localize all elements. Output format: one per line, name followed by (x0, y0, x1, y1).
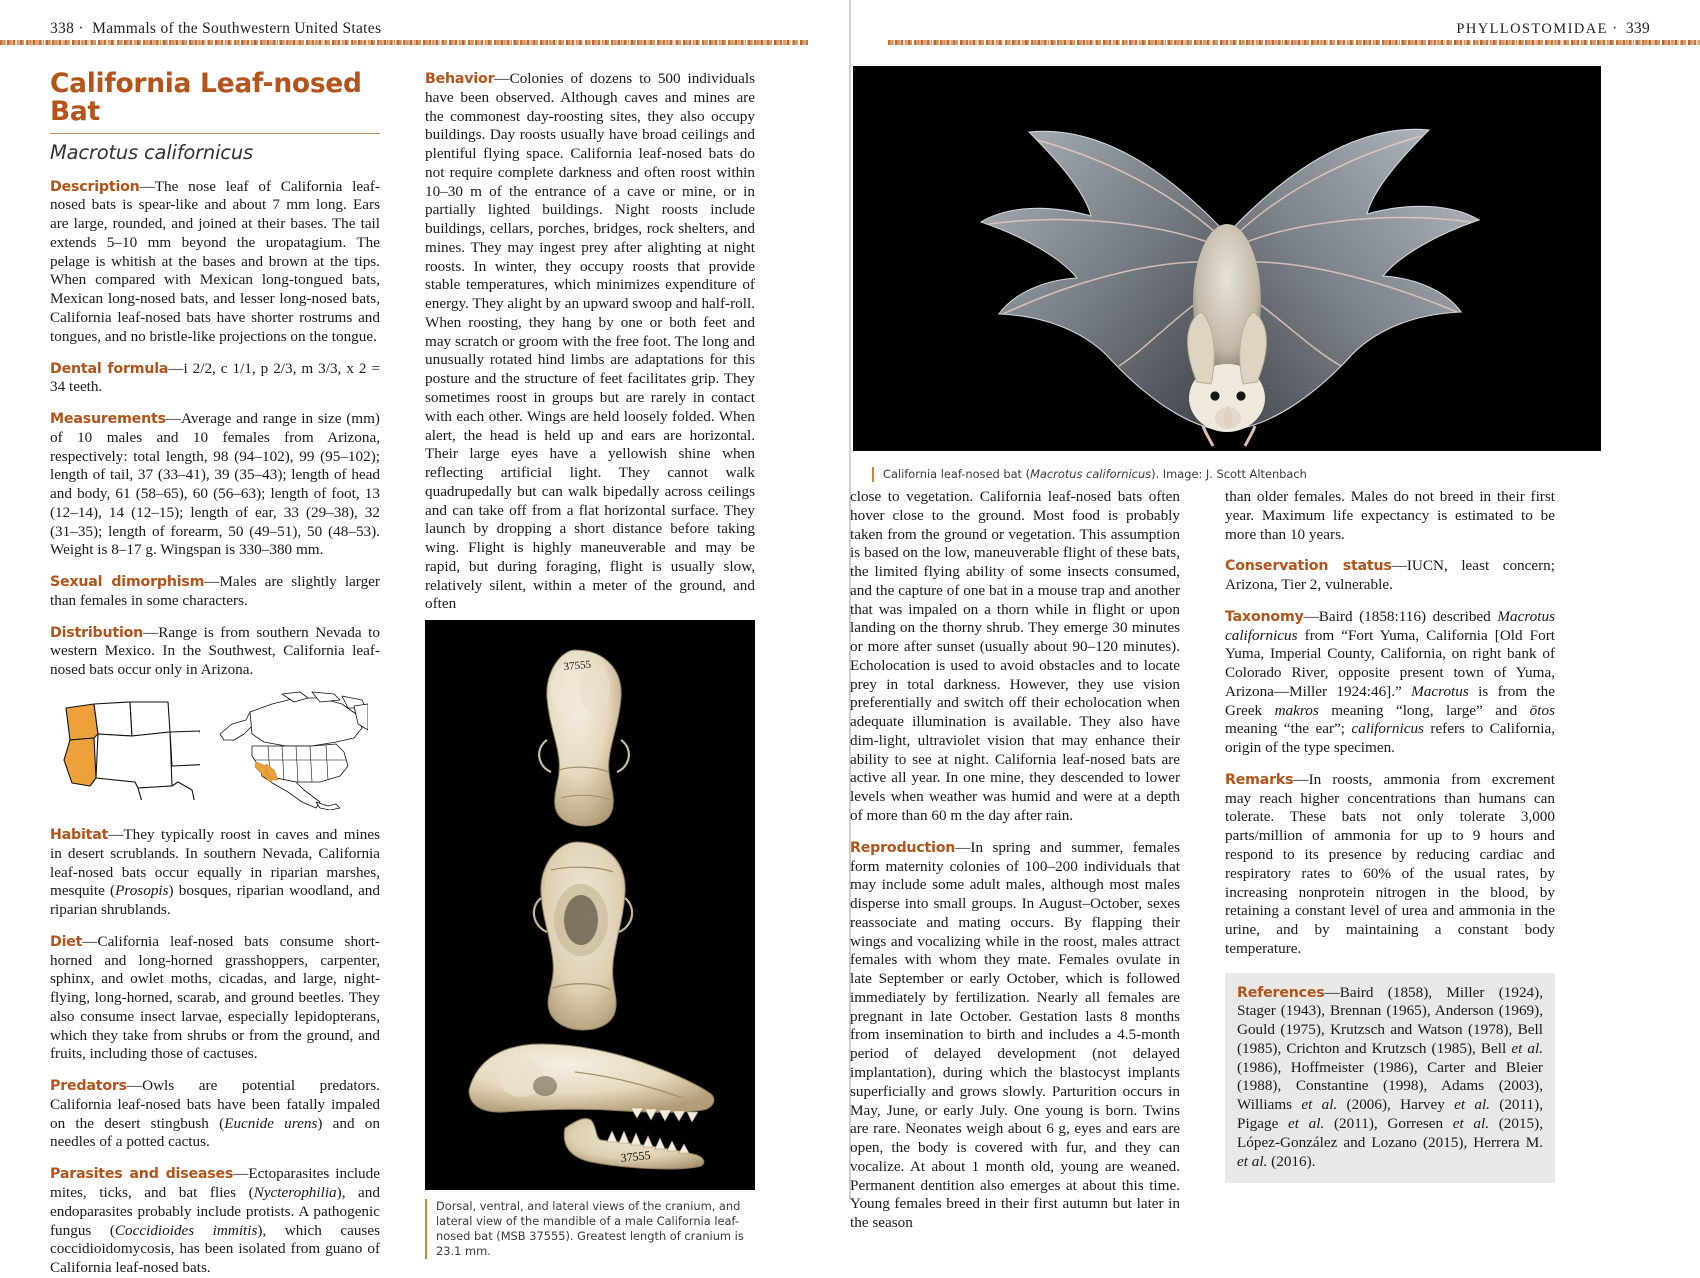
body-paragraph (1225, 488, 1555, 544)
section-text: —In roosts, ammonia from excrement may reach higher concentrations than humans can tolerate. These bats not only tolerate 3,000 parts/million of ammonia for up to 9 hours and respond to its presence by reducing cardiac and respiratory rates to 60% of the usual rates, by increasing nonprotein nitrogen in the blood, by retaining a constant level of urea and ammonia in the urine, and by maintaining a constant body temperature. (1225, 770, 1555, 957)
body-paragraph (50, 624, 380, 680)
right-running-head (1456, 20, 1650, 38)
bat-photo-caption (872, 467, 1603, 482)
bat-caption-pre: California leaf-nosed bat ( (883, 467, 1031, 481)
section-text: —Colonies of dozens to 500 individuals have been observed. Although caves and mines are the commonest day-roosting sites, they also occupy buildings. Day roosts usually have broad ceilings and plentiful flying space. California leaf-nosed bats do not require complete darkness and often roost within 10–30 m of the entrance of a cave or mine, or in partially lighted buildings. Night roosts include buildings, cellars, porches, bridges, rock shelters, and mines. They may ingest prey after alighting at night roosts. In winter, they occupy roosts that provide stable temperatures, which minimizes expenditure of energy. They alight by an upward swoop and half-roll. When roosting, they hang by one or both feet and may scratch or groom with the free foot. The long and unusually rotated hind limbs are adaptations for this posture and the structure of feet facilitates grip. They sometimes roost in groups but are rarely in contact with each other. Wings are held loosely folded. When alert, the head is held up and ears are horizontal. Their large eyes have a yellowish shine when reflecting artificial light. They cannot walk quadrupedally but can walk bipedally across ceilings and can take off from a flat horizontal surface. They launch by dropping a short distance before taking wing. Flight is highly maneuverable and may be rapid, but during foraging, flight is usually slow, relatively silent, within a meter of the ground, and often (425, 70, 755, 613)
right-col1-sections (850, 488, 1180, 1233)
body-paragraph (50, 573, 380, 611)
bat-photo-graphic (853, 66, 1601, 451)
bat-caption-species: Macrotus californicus (1030, 467, 1152, 481)
right-folio: 339 (1625, 20, 1650, 37)
section-text: —In spring and summer, females form maternity colonies of 100–200 individuals that may include some adult males, although most males disperse into small groups. In August–October, sexes reassociate and mating occurs. By flapping their wings and vocalizing while in the roost, males attract females with whom they mate. Females ovulate in late September or early October, which is followed immediately by fertilization. Nearly all females are pregnant in late October. Gestation lasts 8 months from insemination to birth and includes a 4.5-month period of delayed development (not delayed implantation), during which the blastocyst implants superficially and grows slowly. Parturition occurs in May, June, or early July. One young is born. Twins are rare. Neonates weigh about 6 g, eyes and ears are open, the body is covered with fur, and they can vocalize. At about 1 month old, young are weaned. Permanent dentition also emerges at about this time. Young females breed in their first autumn but later in the season (850, 838, 1180, 1232)
section-lead: Parasites and diseases (50, 1166, 234, 1183)
section-lead: Description (50, 178, 140, 195)
body-paragraph (850, 488, 1180, 826)
body-paragraph (50, 178, 380, 347)
left-running-head-text: Mammals of the Southwestern United States (92, 20, 382, 37)
distribution-maps (50, 690, 380, 810)
section-lead: Dental formula (50, 360, 169, 377)
right-column-2 (1225, 488, 1555, 1233)
references-paragraph (1237, 984, 1543, 1172)
section-lead: Remarks (1225, 771, 1294, 788)
section-text: —IUCN, least concern; Arizona, Tier 2, vulnerable. (1225, 557, 1555, 594)
section-lead: Predators (50, 1078, 127, 1095)
section-lead: Sexual dimorphism (50, 574, 205, 591)
section-text: —Owls are potential predators. California leaf-nosed bats have been fatally impaled on the desert stingbush (Eucnide urens) and on needles of a potted cactus. (50, 1077, 380, 1151)
body-paragraph (50, 410, 380, 560)
left-running-head (50, 20, 381, 38)
body-paragraph (50, 360, 380, 398)
left-col2-sections (425, 70, 755, 614)
right-column-1 (850, 488, 1180, 1233)
section-text: —Males are slightly larger than females in some characters. (50, 573, 380, 609)
bat-photo (853, 66, 1601, 451)
left-head-separator: · (78, 20, 84, 37)
body-paragraph (1225, 771, 1555, 959)
references-text: —Baird (1858), Miller (1924), Stager (1943), Brennan (1965), Anderson (1969), Gould (1975), Krutzsch and Watson (1978), Bell (1985), Crichton and Krutzsch (1985), Bell et al. (1986), Hoffmeister (1986), Carter and Bleier (1988), Constantine (1998), Adams (2003), Williams et al. (2006), Harvey et al. (2011), Pigage et al. (2011), Gorresen et al. (2015), López-González and Lozano (2015), Herrera M. et al. (2016). (1237, 983, 1543, 1170)
left-col1-sections-bottom (50, 826, 380, 1278)
references-box (1225, 973, 1555, 1184)
section-text: —Baird (1858:116) described Macrotus californicus from “Fort Yuma, California [Old Fort Yuma, Imperial County, California, on right bank of Colorado River, opposite present town of Yuma, Arizona—Miller 1924:46].” Macrotus is from the Greek makros meaning “long, large” and ōtos meaning “the ear”; californicus refers to California, origin of the type specimen. (1225, 607, 1555, 757)
body-paragraph (50, 933, 380, 1064)
section-lead: Distribution (50, 624, 144, 641)
section-lead: Behavior (425, 71, 495, 87)
section-lead: Taxonomy (1225, 608, 1304, 625)
right-head-separator: · (1612, 20, 1618, 37)
left-header-ornament-rule (0, 40, 808, 45)
body-paragraph (850, 839, 1180, 1233)
section-text: —California leaf-nosed bats consume short-horned and long-horned grasshoppers, carpenter, sphinx, and owlet moths, cicadas, and large, night-flying, long-horned, scarab, and ground beetles. They also consume insect larvae, especially lepidopterans, which they take from shrubs or from the ground, and fruits, including those of cactuses. (50, 932, 380, 1063)
svg-text:37555: 37555 (619, 1148, 652, 1166)
section-text: than older females. Males do not breed in their first year. Maximum life expectancy is estimated to be more than 10 years. (1225, 488, 1555, 543)
body-paragraph (50, 1165, 380, 1278)
section-lead: Diet (50, 933, 83, 950)
svg-text:37555: 37555 (563, 658, 592, 674)
left-page (0, 0, 850, 1277)
skull-photo-graphic (425, 620, 755, 1190)
bat-caption-post: ). Image: J. Scott Altenbach (1151, 467, 1307, 481)
right-col2-sections (1225, 488, 1555, 959)
left-column-2 (425, 70, 755, 1278)
body-paragraph (1225, 608, 1555, 758)
right-page (850, 0, 1700, 1232)
references-lead: References (1237, 984, 1325, 1001)
section-lead: Measurements (50, 411, 166, 428)
body-paragraph (1225, 557, 1555, 595)
section-text: —They typically roost in caves and mines in desert scrublands. In southern Nevada, California leaf-nosed bats occur equally in riparian marshes, mesquite (Prosopis) bosques, riparian woodland, and riparian shrublands. (50, 826, 380, 919)
scientific-name: Macrotus californicus (50, 140, 253, 164)
body-paragraph (50, 826, 380, 920)
skull-photo (425, 620, 755, 1190)
section-text: —i 2/2, c 1/1, p 2/3, m 3/3, x 2 = 34 teeth. (50, 359, 380, 396)
page-title: California Leaf-nosed Bat (50, 68, 362, 127)
left-col1-sections-top (50, 178, 380, 680)
skull-photo-caption: Dorsal, ventral, and lateral views of the cranium, and lateral view of the mandible of a male California leaf-nosed bat (MSB 37555). Greatest length of cranium is 23.1 mm. (425, 1199, 755, 1259)
section-lead: Reproduction (850, 839, 956, 856)
southwest-states-map-icon (50, 690, 200, 800)
section-text: —The nose leaf of California leaf-nosed bats is spear-like and about 7 mm long. Ears are large, rounded, and joined at their bases. The tail extends 5–10 mm beyond the uropatagium. The pelage is whitish at the bases and brown at the tips. When compared with Mexican long-tongued bats, Mexican long-nosed bats, and lesser long-nosed bats, California leaf-nosed bats have shorter rostrums and tongues, and no bristle-like projections on the tongue. (50, 177, 380, 345)
left-column-1 (50, 70, 380, 1278)
section-text: close to vegetation. California leaf-nosed bats often hover close to the ground. Most food is probably taken from the ground or vegetation. This assumption is based on the low, maneuverable flight of these bats, the limited flying ability of some insects consumed, and the capture of one bat in a mouse trap and another that was impaled on a thorn while in flight or upon landing on the thorny shrub. They emerge 30 minutes or more after sunset (usually about 90–120 minutes). Echolocation is used to avoid obstacles and to locate prey in total darkness. However, they use vision preferentially and switch off their echolocation when adequate illumination is available. They also have dim-light, ultraviolet vision that may enhance their ability to see at night. California leaf-nosed bats are active all year. In one mine, they descended to lower levels when weather was humid and were at a depth of more than 60 m the day after rain. (850, 488, 1180, 825)
title-underline (50, 133, 380, 134)
body-paragraph (425, 70, 755, 614)
north-america-range-map-icon (216, 690, 368, 810)
right-running-head-text: PHYLLOSTOMIDAE (1456, 21, 1608, 37)
left-folio: 338 (50, 20, 75, 37)
section-text: —Average and range in size (mm) of 10 males and 10 females from Arizona, respectively: total length, 98 (94–102), 99 (95–102); length of tail, 37 (33–41), 39 (35–43); length of head and body, 61 (58–65), 60 (56–63); length of foot, 13 (12–14), 14 (12–15); length of ear, 33 (29–38), 32 (31–35); length of forearm, 50 (49–51), 50 (48–53). Weight is 8–17 g. Wingspan is 330–380 mm. (50, 410, 380, 559)
right-header-ornament-rule (888, 40, 1700, 45)
body-paragraph (50, 1077, 380, 1152)
section-text: —Range is from southern Nevada to western Mexico. In the Southwest, California leaf-nosed bats occur only in Arizona. (50, 623, 380, 679)
section-lead: Habitat (50, 827, 109, 843)
section-lead: Conservation status (1225, 558, 1392, 575)
section-text: —Ectoparasites include mites, ticks, and bat flies (Nycterophilia), and endoparasites probably include protists. A pathogenic fungus (Coccidioides immitis), which causes coccidioidomycosis, has been isolated from guano of California leaf-nosed bats. (50, 1165, 380, 1277)
